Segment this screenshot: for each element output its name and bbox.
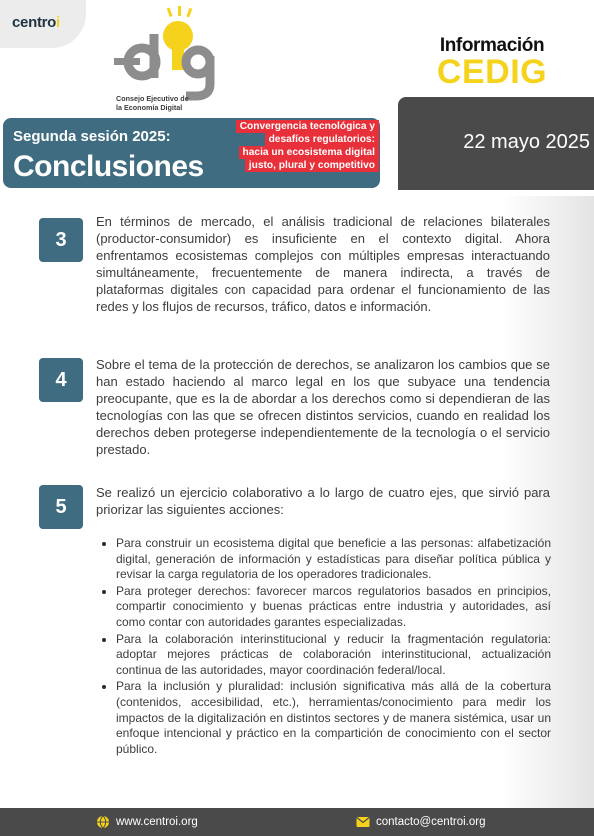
section-number-badge: 3 xyxy=(39,218,83,262)
brand-corner-badge xyxy=(0,0,86,48)
session-date: 22 mayo 2025 xyxy=(463,131,590,153)
info-title-line2: CEDIG xyxy=(436,53,548,91)
bullet-dot-icon xyxy=(102,685,106,689)
list-item xyxy=(102,679,551,757)
topic-line: desafíos regulatorios: xyxy=(265,133,379,146)
action-bullet-list xyxy=(102,536,551,758)
list-item xyxy=(102,584,551,631)
list-item-text: Para la inclusión y pluralidad: inclusión significativa más allá de la cobertura (contenidos, accesibilidad, etc.), herramientas/conocimiento para medir los impactos de la digitalización en distintos sectores y de manera sistémica, usar un enfoque intencional y práctico en la compartición de conocimiento con el sector público. xyxy=(116,679,551,756)
centroi-logo-text: centro xyxy=(12,14,57,31)
globe-icon xyxy=(96,815,110,829)
section-number-badge: 5 xyxy=(39,485,83,529)
bullet-dot-icon xyxy=(102,590,106,594)
email-text: contacto@centroi.org xyxy=(376,816,486,828)
bullet-dot-icon xyxy=(102,638,106,642)
page-title: Conclusiones xyxy=(13,150,204,183)
cedig-caption-line1: Consejo Ejecutivo de xyxy=(116,94,189,103)
envelope-icon xyxy=(356,815,370,829)
topic-line: Convergencia tecnológica y xyxy=(236,120,379,133)
bullet-dot-icon xyxy=(102,542,106,546)
cedig-logo-caption xyxy=(116,95,226,112)
topic-line: justo, plural y competitivo xyxy=(245,159,379,172)
date-box xyxy=(398,97,594,190)
centroi-logo[interactable] xyxy=(12,14,60,31)
section-number-badge: 4 xyxy=(39,358,83,402)
section-text: En términos de mercado, el análisis tradicional de relaciones bilaterales (productor-consumidor) es insuficiente en el contexto digital. Ahora enfrentamos ecosistemas complejos con múltiples empresas interactuando simultáneamente, frecuentemente de manera indirecta, a través de plataformas digitales con capacidad para ordenar el funcionamiento de las redes y los flujos de recursos, tráfico, datos e información. xyxy=(96,214,550,314)
footer-bar xyxy=(0,808,594,836)
info-title-line1: Información xyxy=(439,35,545,56)
centroi-logo-mark: i xyxy=(56,14,60,31)
email-link[interactable] xyxy=(356,815,485,829)
list-item-text: Para construir un ecosistema digital que beneficie a las personas: alfabetización digital, generación de información y estadísticas para diseñar política pública y revisar la carga regulatoria de los operadores tradicionales. xyxy=(116,536,551,582)
session-topic-tag xyxy=(211,120,379,172)
cedig-caption-line2: la Economía Digital xyxy=(116,102,183,112)
info-cedig-title xyxy=(412,35,572,91)
section-text: Se realizó un ejercicio colaborativo a lo largo de cuatro ejes, que sirvió para priorizar las siguientes acciones: xyxy=(96,485,550,517)
section-text: Sobre el tema de la protección de derechos, se analizaron los cambios que se han estado haciendo al marco legal en los que subyace una tendencia preocupante, que es la de abordar a los derechos como si dependieran de las tecnologías con las que se ofrecen distintos servicios, cuando en realidad los derechos deben protegerse independientemente de la tecnología o el servicio prestado. xyxy=(96,357,550,457)
list-item-text: Para la colaboración interinstitucional y reducir la fragmentación regulatoria: adoptar mejores prácticas de colaboración interinstitucional, actualización continua de las autoridades, mayor coordinación federal/local. xyxy=(116,631,551,677)
list-item xyxy=(102,536,551,583)
session-subtitle: Segunda sesión 2025: xyxy=(13,128,171,145)
list-item-text: Para proteger derechos: favorecer marcos regulatorios basados en principios, compartir conocimiento y buenas prácticas entre industria y autoridades, así como contar con autoridades garantes especializadas. xyxy=(116,583,551,629)
website-text: www.centroi.org xyxy=(116,816,198,828)
list-item xyxy=(102,632,551,679)
topic-line: hacia un ecosistema digital xyxy=(239,146,379,159)
website-link[interactable] xyxy=(96,815,198,829)
session-header-box xyxy=(3,118,380,188)
